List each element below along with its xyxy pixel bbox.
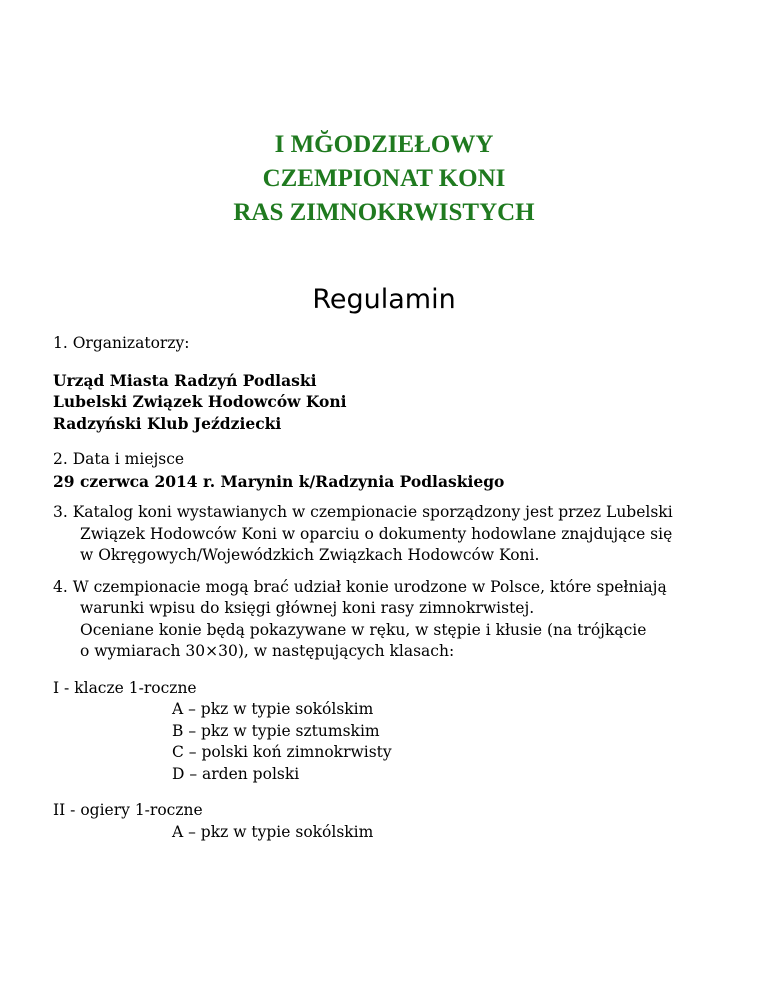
- section-4-line: 4. W czempionacie mogą brać udział konie urodzone w Polsce, które spełniają: [53, 577, 667, 596]
- section-2-label: 2. Data i miejsce: [53, 450, 185, 468]
- title-line-2: CZEMPIONAT KONI: [262, 165, 506, 192]
- document-body: [53, 333, 753, 843]
- document-title: [0, 128, 768, 230]
- organizers-list: [53, 370, 753, 435]
- section-4: [53, 577, 753, 663]
- section-3-line: 3. Katalog koni wystawianych w czempionacie sporządzony jest przez Lubelski: [53, 503, 673, 521]
- section-4-line: warunki wpisu do księgi głównej koni rasy zimnokrwistej.: [80, 599, 535, 617]
- organizer-item: Lubelski Związek Hodowców Koni: [53, 392, 347, 411]
- section-1-label: 1. Organizatorzy:: [53, 334, 190, 352]
- class-2-title: II - ogiery 1-roczne: [53, 801, 203, 819]
- section-4-line: o wymiarach 30×30), w następujących klasach:: [80, 642, 455, 660]
- organizer-item: Urząd Miasta Radzyń Podlaski: [53, 370, 317, 390]
- class-1-item: B – pkz w typie sztumskim: [172, 721, 380, 740]
- section-3-line: w Okręgowych/Wojewódzkich Związkach Hodowców Koni.: [80, 546, 540, 564]
- section-4-line: Oceniane konie będą pokazywane w ręku, w stępie i kłusie (na trójkącie: [80, 620, 647, 639]
- title-line-1: I MĞODZIEŁOWY: [274, 131, 494, 158]
- class-1-item: D – arden polski: [172, 764, 300, 783]
- class-2: [53, 800, 753, 843]
- class-1-item: A – pkz w typie sokólskim: [172, 700, 374, 718]
- class-2-item: A – pkz w typie sokólskim: [172, 822, 374, 841]
- title-line-3: RAS ZIMNOKRWISTYCH: [233, 199, 535, 226]
- organizer-item: Radzyński Klub Jeździecki: [53, 413, 282, 433]
- document-subtitle: Regulamin: [312, 284, 456, 315]
- section-3: [53, 502, 753, 567]
- section-2-value: 29 czerwca 2014 r. Marynin k/Radzynia Podlaskiego: [53, 471, 505, 491]
- class-1-item: C – polski koń zimnokrwisty: [172, 743, 392, 761]
- class-1-title: I - klacze 1-roczne: [53, 678, 197, 697]
- section-3-line: Związek Hodowców Koni w oparciu o dokumenty hodowlane znajdujące się: [80, 524, 673, 543]
- class-1: [53, 678, 753, 786]
